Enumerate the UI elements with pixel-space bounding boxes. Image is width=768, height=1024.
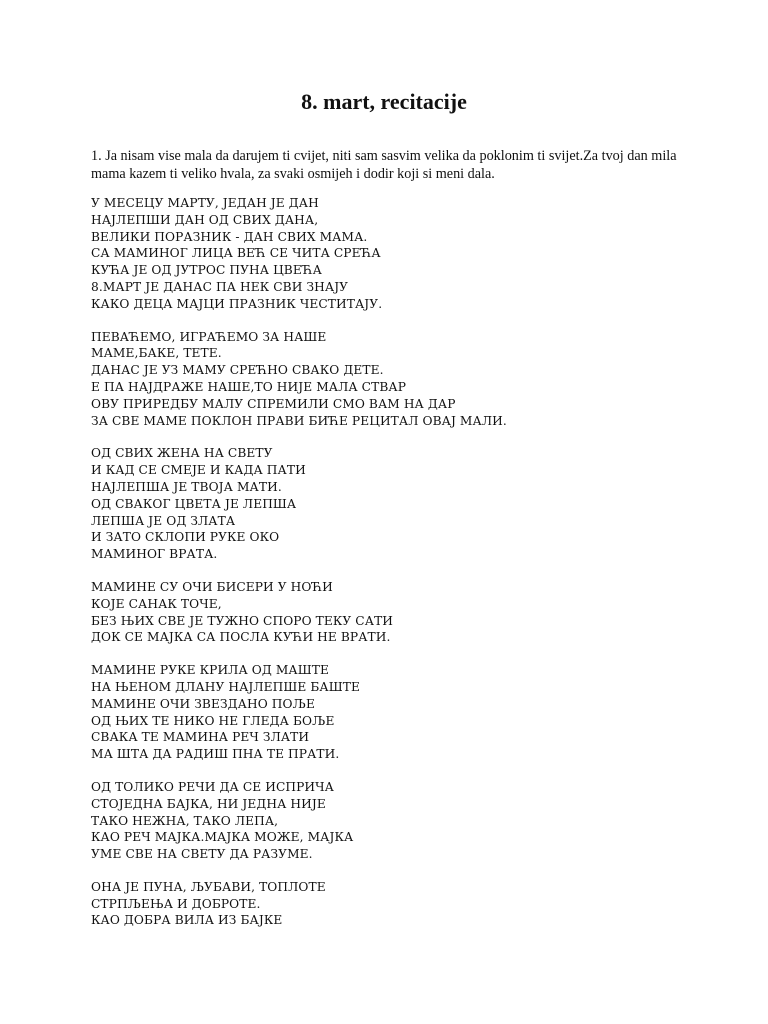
poem-line: НАЈЛЕПША ЈЕ ТВОЈА МАТИ. [91, 479, 282, 494]
poem-line: ОД СВАКОГ ЦВЕТА ЈЕ ЛЕПША [91, 496, 297, 511]
poem-line: СВАКА ТЕ МАМИНА РЕЧ ЗЛАТИ [91, 730, 310, 745]
poem-line: СТОЈЕДНА БАЈКА, НИ ЈЕДНА НИЈЕ [91, 796, 326, 811]
poem-line: ОВУ ПРИРЕДБУ МАЛУ СПРЕМИЛИ СМО ВАМ НА ДАР [91, 396, 456, 411]
poem-line: И КАД СЕ СМЕЈЕ И КАДА ПАТИ [91, 463, 306, 478]
poem-line: КАО ДОБРА ВИЛА ИЗ БАЈКЕ [91, 913, 283, 928]
poem-line: ЛЕПША ЈЕ ОД ЗЛАТА [91, 513, 236, 528]
poem-line: ОД ТОЛИКО РЕЧИ ДА СЕ ИСПРИЧА [91, 779, 334, 794]
poem-line: ОД СВИХ ЖЕНА НА СВЕТУ [91, 446, 273, 461]
poem-line: СА МАМИНОГ ЛИЦА ВЕЋ СЕ ЧИТА СРЕЋА [91, 246, 381, 261]
poem-line: МАМИНЕ ОЧИ ЗВЕЗДАНО ПОЉЕ [91, 696, 315, 711]
poem [91, 195, 711, 945]
poem-line: КАКО ДЕЦА МАЈЦИ ПРАЗНИК ЧЕСТИТАЈУ. [91, 296, 383, 311]
poem-line: МА ШТА ДА РАДИШ ПНА ТЕ ПРАТИ. [91, 747, 340, 762]
poem-line: СТРПЉЕЊА И ДОБРОТЕ. [91, 896, 261, 911]
poem-line: МАМИНОГ ВРАТА. [91, 547, 218, 562]
poem-line: ВЕЛИКИ ПОРАЗНИК - ДАН СВИХ МАМА. [91, 229, 368, 244]
poem-line: КУЋА ЈЕ ОД ЈУТРОС ПУНА ЦВЕЋА [91, 263, 322, 278]
poem-line: Е ПА НАЈДРАЖЕ НАШЕ,ТО НИЈЕ МАЛА СТВАР [91, 379, 407, 394]
poem-line: 8.МАРТ ЈЕ ДАНАС ПА НЕК СВИ ЗНАЈУ [91, 279, 349, 294]
poem-line: ДОК СЕ МАЈКА СА ПОСЛА КУЋИ НЕ ВРАТИ. [91, 630, 391, 645]
poem-stanza [91, 445, 711, 563]
poem-line: ПЕВАЋЕМО, ИГРАЋЕМО ЗА НАШЕ [91, 329, 327, 344]
poem-line: НАЈЛЕПШИ ДАН ОД СВИХ ДАНА, [91, 212, 319, 227]
document-title: 8. mart, recitacije [301, 89, 467, 114]
poem-line: ДАНАС ЈЕ УЗ МАМУ СРЕЋНО СВАКО ДЕТЕ. [91, 363, 384, 378]
poem-line: БЕЗ ЊИХ СВЕ ЈЕ ТУЖНО СПОРО ТЕКУ САТИ [91, 613, 394, 628]
poem-line: УМЕ СВЕ НА СВЕТУ ДА РАЗУМЕ. [91, 847, 313, 862]
poem-line: ОД ЊИХ ТЕ НИКО НЕ ГЛЕДА БОЉЕ [91, 713, 335, 728]
poem-line: НА ЊЕНОМ ДЛАНУ НАЈЛЕПШЕ БАШТЕ [91, 679, 360, 694]
poem-line: ОНА ЈЕ ПУНА, ЉУБАВИ, ТОПЛОТЕ [91, 879, 326, 894]
poem-stanza [91, 662, 711, 763]
poem-line: МАМИНЕ РУКЕ КРИЛА ОД МАШТЕ [91, 663, 329, 678]
poem-line: ЗА СВЕ МАМЕ ПОКЛОН ПРАВИ БИЋЕ РЕЦИТАЛ ОВАЈ МАЛИ. [91, 413, 507, 428]
poem-line: МАМЕ,БАКЕ, ТЕТЕ. [91, 346, 222, 361]
poem-line: КОЈЕ САНАК ТОЧЕ, [91, 596, 222, 611]
intro-paragraph: 1. Ja nisam vise mala da darujem ti cvijet, niti sam sasvim velika da poklonim ti svijet.Za tvoj dan mila mama kazem ti veliko hvala, za svaki osmijeh i dodir koji si meni dala. [91, 148, 677, 182]
poem-line: У МЕСЕЦУ МАРТУ, ЈЕДАН ЈЕ ДАН [91, 196, 319, 210]
poem-line: МАМИНЕ СУ ОЧИ БИСЕРИ У НОЋИ [91, 579, 333, 594]
poem-stanza [91, 195, 711, 313]
poem-line: И ЗАТО СКЛОПИ РУКЕ ОКО [91, 530, 280, 545]
poem-line: ТАКО НЕЖНА, ТАКО ЛЕПА, [91, 813, 279, 828]
poem-stanza [91, 779, 711, 863]
poem-stanza [91, 879, 711, 929]
poem-line: КАО РЕЧ МАЈКА.МАЈКА МОЖЕ, МАЈКА [91, 830, 354, 845]
poem-stanza [91, 329, 711, 430]
poem-stanza [91, 579, 711, 646]
